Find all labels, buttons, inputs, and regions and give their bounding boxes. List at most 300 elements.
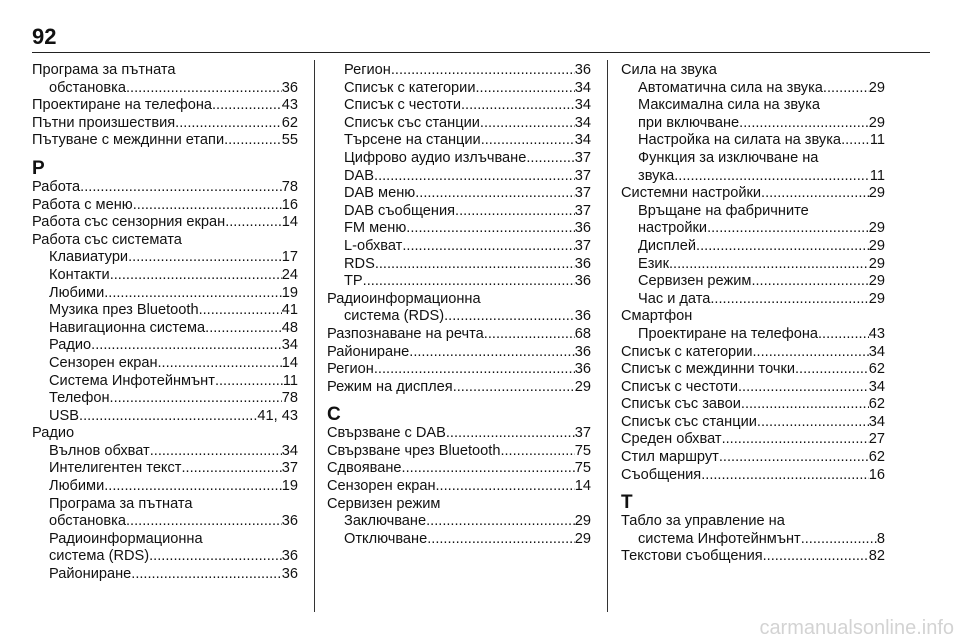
index-page-ref: 34 bbox=[868, 413, 885, 430]
index-term: Работа със системата bbox=[32, 231, 182, 248]
index-term: Сдвояване bbox=[327, 460, 402, 477]
dot-leader bbox=[484, 326, 575, 344]
index-term: Системни настройки bbox=[621, 185, 762, 202]
dot-leader bbox=[461, 97, 575, 115]
index-term: Търсене на станции bbox=[344, 132, 481, 149]
index-term: Отключване bbox=[344, 530, 428, 547]
index-entry bbox=[621, 531, 885, 549]
index-page-ref: 29 bbox=[868, 237, 885, 254]
index-column-3 bbox=[621, 62, 885, 566]
index-entry bbox=[327, 203, 591, 221]
index-letter-heading: C bbox=[327, 404, 341, 426]
dot-leader bbox=[444, 308, 575, 326]
index-entry bbox=[327, 97, 591, 115]
index-page-ref: 36 bbox=[574, 273, 591, 290]
index-term: Вълнов обхват bbox=[49, 442, 150, 459]
index-entry bbox=[621, 238, 885, 256]
index-entry bbox=[327, 443, 591, 461]
index-entry bbox=[32, 115, 298, 133]
dot-leader bbox=[158, 355, 282, 373]
index-term: Радио bbox=[49, 337, 92, 354]
index-entry bbox=[32, 97, 298, 115]
index-entry bbox=[621, 431, 885, 449]
dot-leader bbox=[175, 115, 282, 133]
index-page-ref: 37 bbox=[574, 149, 591, 166]
index-entry bbox=[621, 185, 885, 203]
dot-leader bbox=[818, 326, 869, 344]
index-term: Съобщения bbox=[621, 466, 702, 483]
index-entry bbox=[621, 467, 885, 485]
index-entry bbox=[621, 220, 885, 238]
index-term: TP bbox=[344, 273, 363, 290]
index-term: DAB съобщения bbox=[344, 202, 456, 219]
dot-leader bbox=[761, 185, 869, 203]
index-page-ref: 34 bbox=[868, 343, 885, 360]
dot-leader bbox=[738, 379, 869, 397]
dot-leader bbox=[481, 132, 575, 150]
index-entry bbox=[621, 548, 885, 566]
index-term: FM меню bbox=[344, 220, 407, 237]
index-term: Списък с междинни точки bbox=[621, 361, 795, 378]
index-entry bbox=[32, 548, 298, 566]
dot-leader bbox=[455, 203, 575, 221]
index-entry bbox=[32, 513, 298, 531]
index-page-ref: 37 bbox=[574, 185, 591, 202]
index-page-ref: 37 bbox=[281, 460, 298, 477]
index-page-ref: 11 bbox=[282, 372, 298, 389]
index-page-ref: 37 bbox=[574, 425, 591, 442]
index-entry-heading bbox=[621, 97, 885, 115]
index-entry bbox=[32, 80, 298, 98]
index-term: Интелигентен текст bbox=[49, 460, 182, 477]
index-term: Система Инфотейнмънт bbox=[49, 372, 215, 389]
dot-leader bbox=[757, 414, 869, 432]
index-entry bbox=[32, 197, 298, 215]
index-term: Пътни произшествия bbox=[32, 114, 176, 131]
index-page-ref: 36 bbox=[281, 566, 298, 583]
index-term: Цифрово аудио излъчване bbox=[344, 149, 527, 166]
dot-leader bbox=[104, 285, 282, 303]
index-entry bbox=[621, 256, 885, 274]
index-page-ref: 36 bbox=[281, 513, 298, 530]
index-term: настройки bbox=[638, 220, 708, 237]
index-entry bbox=[32, 302, 298, 320]
index-entry bbox=[32, 390, 298, 408]
index-entry bbox=[327, 115, 591, 133]
index-term: Контакти bbox=[49, 266, 110, 283]
index-term: Проектиране на телефона bbox=[638, 325, 818, 342]
index-entry bbox=[32, 355, 298, 373]
index-entry bbox=[327, 379, 591, 397]
dot-leader bbox=[402, 460, 575, 478]
index-page-ref: 14 bbox=[574, 478, 591, 495]
index-entry bbox=[327, 168, 591, 186]
dot-leader bbox=[80, 179, 282, 197]
index-term: Работа с меню bbox=[32, 196, 133, 213]
index-page-ref: 37 bbox=[574, 202, 591, 219]
index-entry bbox=[327, 478, 591, 496]
dot-leader bbox=[409, 344, 575, 362]
dot-leader bbox=[823, 80, 869, 98]
index-term: Регион bbox=[327, 361, 374, 378]
dot-leader bbox=[710, 291, 868, 309]
dot-leader bbox=[674, 168, 870, 186]
dot-leader bbox=[391, 62, 575, 80]
index-entry bbox=[327, 150, 591, 168]
dot-leader bbox=[707, 220, 869, 238]
page-number: 92 bbox=[32, 24, 57, 49]
dot-leader bbox=[763, 548, 869, 566]
dot-leader bbox=[110, 267, 282, 285]
index-entry bbox=[32, 320, 298, 338]
index-entry-heading bbox=[32, 232, 298, 250]
index-page-ref: 36 bbox=[574, 255, 591, 272]
index-page-ref: 29 bbox=[574, 530, 591, 547]
index-page-ref: 37 bbox=[574, 167, 591, 184]
index-page-ref: 36 bbox=[281, 548, 298, 565]
index-page-ref: 29 bbox=[868, 79, 885, 96]
index-entry bbox=[327, 344, 591, 362]
dot-leader bbox=[701, 467, 869, 485]
index-column-2 bbox=[327, 62, 591, 548]
index-term: Списък със станции bbox=[621, 413, 757, 430]
index-page-ref: 41 bbox=[281, 302, 298, 319]
dot-leader bbox=[526, 150, 574, 168]
dot-leader bbox=[480, 115, 575, 133]
dot-leader bbox=[150, 443, 282, 461]
dot-leader bbox=[446, 425, 575, 443]
index-page-ref: 62 bbox=[868, 396, 885, 413]
dot-leader bbox=[199, 302, 282, 320]
index-term: Навигационна система bbox=[49, 319, 206, 336]
column-separator bbox=[314, 60, 315, 612]
index-term: Радиоинформационна bbox=[49, 530, 203, 547]
index-entry bbox=[621, 379, 885, 397]
index-page-ref: 41, 43 bbox=[257, 407, 298, 424]
index-entry bbox=[327, 256, 591, 274]
index-page-ref: 34 bbox=[574, 114, 591, 131]
index-letter-heading: T bbox=[621, 492, 633, 514]
index-term: DAB меню bbox=[344, 185, 416, 202]
index-page-ref: 36 bbox=[574, 220, 591, 237]
index-entry bbox=[327, 220, 591, 238]
index-page-ref: 29 bbox=[574, 513, 591, 530]
index-entry bbox=[327, 361, 591, 379]
index-entry bbox=[32, 179, 298, 197]
index-entry bbox=[327, 185, 591, 203]
index-page-ref: 36 bbox=[574, 361, 591, 378]
index-entry bbox=[327, 460, 591, 478]
index-entry bbox=[327, 238, 591, 256]
dot-leader bbox=[500, 443, 574, 461]
index-page-ref: 16 bbox=[281, 196, 298, 213]
index-page-ref: 62 bbox=[868, 449, 885, 466]
index-term: Стил маршрут bbox=[621, 449, 719, 466]
index-term: Радио bbox=[32, 425, 75, 442]
index-page-ref: 19 bbox=[281, 284, 298, 301]
index-page-ref: 24 bbox=[281, 266, 298, 283]
index-entry-heading bbox=[32, 496, 298, 514]
index-page-ref: 37 bbox=[574, 237, 591, 254]
index-page-ref: 34 bbox=[574, 79, 591, 96]
index-term: Текстови съобщения bbox=[621, 548, 763, 565]
index-page-ref: 29 bbox=[868, 114, 885, 131]
index-entry bbox=[32, 249, 298, 267]
dot-leader bbox=[415, 185, 575, 203]
index-term: L-обхват bbox=[344, 237, 403, 254]
index-page-ref: 62 bbox=[868, 361, 885, 378]
index-letter-heading: P bbox=[32, 157, 45, 179]
dot-leader bbox=[131, 566, 282, 584]
index-entry bbox=[32, 373, 298, 391]
index-entry-heading bbox=[621, 203, 885, 221]
index-entry bbox=[32, 460, 298, 478]
index-term: Режим на дисплея bbox=[327, 378, 453, 395]
index-entry-heading bbox=[621, 513, 885, 531]
index-page-ref: 34 bbox=[574, 97, 591, 114]
index-page-ref: 36 bbox=[574, 343, 591, 360]
index-entry-heading bbox=[32, 531, 298, 549]
index-entry bbox=[621, 449, 885, 467]
index-page-ref: 14 bbox=[281, 214, 298, 231]
dot-leader bbox=[741, 396, 869, 414]
index-page-ref: 48 bbox=[281, 319, 298, 336]
index-term: Работа със сензорния екран bbox=[32, 214, 226, 231]
index-term: Дисплей bbox=[638, 237, 697, 254]
dot-leader bbox=[374, 168, 575, 186]
index-page-ref: 75 bbox=[574, 460, 591, 477]
index-page-ref: 55 bbox=[281, 132, 298, 149]
index-term: Максимална сила на звука bbox=[638, 97, 820, 114]
index-entry bbox=[32, 337, 298, 355]
dot-leader bbox=[739, 115, 869, 133]
dot-leader bbox=[722, 431, 869, 449]
dot-leader bbox=[363, 273, 575, 291]
index-term: Автоматична сила на звука bbox=[638, 79, 823, 96]
dot-leader bbox=[126, 513, 282, 531]
index-page-ref: 17 bbox=[281, 249, 298, 266]
index-entry bbox=[327, 425, 591, 443]
index-term: Списък с честоти bbox=[344, 97, 461, 114]
index-term: Програма за пътната bbox=[49, 495, 193, 512]
index-entry bbox=[32, 214, 298, 232]
index-term: Музика през Bluetooth bbox=[49, 302, 199, 319]
index-term: Списък с категории bbox=[344, 79, 476, 96]
dot-leader bbox=[751, 273, 868, 291]
index-term: Заключване bbox=[344, 513, 427, 530]
index-term: Сензорен екран bbox=[327, 478, 436, 495]
dot-leader bbox=[426, 513, 575, 531]
index-term: Работа bbox=[32, 178, 81, 195]
index-term: Клавиатури bbox=[49, 249, 129, 266]
dot-leader bbox=[79, 408, 257, 426]
index-page-ref: 36 bbox=[281, 79, 298, 96]
index-page-ref: 36 bbox=[574, 62, 591, 78]
dot-leader bbox=[128, 249, 282, 267]
index-term: Проектиране на телефона bbox=[32, 97, 212, 114]
index-page-ref: 29 bbox=[868, 255, 885, 272]
index-page-ref: 82 bbox=[868, 548, 885, 565]
index-entry bbox=[327, 531, 591, 549]
index-entry bbox=[621, 414, 885, 432]
index-term: Функция за изключване на bbox=[638, 149, 819, 166]
index-term: Сензорен екран bbox=[49, 354, 158, 371]
index-entry bbox=[327, 308, 591, 326]
index-term: Сервизен режим bbox=[638, 273, 752, 290]
index-page-ref: 78 bbox=[281, 178, 298, 195]
index-term: Райониране bbox=[327, 343, 410, 360]
index-page-ref: 11 bbox=[869, 167, 885, 184]
watermark: carmanualsonline.info bbox=[759, 617, 954, 639]
index-entry-heading bbox=[621, 150, 885, 168]
index-term: Табло за управление на bbox=[621, 513, 785, 530]
index-page-ref: 8 bbox=[876, 530, 885, 547]
index-term: Списък с честоти bbox=[621, 378, 738, 395]
index-entry bbox=[621, 168, 885, 186]
index-entry bbox=[621, 115, 885, 133]
index-term: Списък със станции bbox=[344, 114, 480, 131]
index-entry-heading bbox=[621, 308, 885, 326]
index-page-ref: 29 bbox=[868, 273, 885, 290]
index-entry-heading bbox=[327, 291, 591, 309]
index-entry bbox=[621, 80, 885, 98]
dot-leader bbox=[406, 220, 574, 238]
dot-leader bbox=[205, 320, 282, 338]
index-term: звука bbox=[638, 167, 675, 184]
dot-leader bbox=[110, 390, 282, 408]
index-entry bbox=[32, 267, 298, 285]
dot-leader bbox=[225, 214, 282, 232]
index-page-ref: 14 bbox=[281, 354, 298, 371]
index-term: Свързване чрез Bluetooth bbox=[327, 442, 501, 459]
index-term: Смартфон bbox=[621, 308, 693, 325]
index-entry-heading bbox=[327, 496, 591, 514]
index-entry bbox=[327, 273, 591, 291]
index-term: Райониране bbox=[49, 566, 132, 583]
index-entry bbox=[327, 513, 591, 531]
index-page-ref: 19 bbox=[281, 478, 298, 495]
index-entry bbox=[621, 132, 885, 150]
index-term: при включване bbox=[638, 114, 740, 131]
index-page-ref: 68 bbox=[574, 325, 591, 342]
index-term: система (RDS) bbox=[344, 308, 445, 325]
dot-leader bbox=[181, 460, 281, 478]
index-page-ref: 34 bbox=[574, 132, 591, 149]
dot-leader bbox=[375, 256, 575, 274]
dot-leader bbox=[475, 80, 574, 98]
dot-leader bbox=[795, 361, 869, 379]
index-term: DAB bbox=[344, 167, 375, 184]
index-entry bbox=[32, 566, 298, 584]
dot-leader bbox=[133, 197, 282, 215]
index-page-ref: 29 bbox=[868, 220, 885, 237]
index-page-ref: 78 bbox=[281, 390, 298, 407]
dot-leader bbox=[104, 478, 282, 496]
index-entry bbox=[621, 361, 885, 379]
dot-leader bbox=[669, 256, 869, 274]
dot-leader bbox=[719, 449, 869, 467]
dot-leader bbox=[126, 80, 282, 98]
dot-leader bbox=[752, 344, 868, 362]
index-entry bbox=[327, 132, 591, 150]
dot-leader bbox=[453, 379, 575, 397]
index-page-ref: 29 bbox=[868, 185, 885, 202]
index-term: Програма за пътната bbox=[32, 62, 176, 78]
header-rule bbox=[32, 52, 930, 53]
index-term: Разпознаване на речта bbox=[327, 325, 484, 342]
index-entry-heading bbox=[32, 425, 298, 443]
dot-leader bbox=[402, 238, 574, 256]
index-term: обстановка bbox=[49, 79, 126, 96]
index-page-ref: 75 bbox=[574, 442, 591, 459]
index-page-ref: 62 bbox=[281, 114, 298, 131]
index-entry-heading bbox=[621, 62, 885, 80]
dot-leader bbox=[696, 238, 869, 256]
index-page-ref: 16 bbox=[868, 466, 885, 483]
index-entry bbox=[32, 132, 298, 150]
index-entry bbox=[621, 326, 885, 344]
index-entry bbox=[327, 80, 591, 98]
dot-leader bbox=[215, 373, 283, 391]
column-separator bbox=[607, 60, 608, 612]
index-term: система (RDS) bbox=[49, 548, 150, 565]
dot-leader bbox=[427, 531, 575, 549]
index-term: Любими bbox=[49, 284, 105, 301]
index-column-1 bbox=[32, 62, 298, 584]
index-entry bbox=[32, 443, 298, 461]
index-entry bbox=[32, 408, 298, 426]
index-page-ref: 29 bbox=[868, 290, 885, 307]
index-term: Списък с категории bbox=[621, 343, 753, 360]
index-term: USB bbox=[49, 407, 80, 424]
index-page-ref: 27 bbox=[868, 431, 885, 448]
dot-leader bbox=[224, 132, 282, 150]
index-page-ref: 29 bbox=[574, 378, 591, 395]
dot-leader bbox=[91, 337, 282, 355]
index-term: Настройка на силата на звука bbox=[638, 132, 842, 149]
index-term: Телефон bbox=[49, 390, 110, 407]
dot-leader bbox=[801, 531, 877, 549]
dot-leader bbox=[212, 97, 282, 115]
index-page-ref: 36 bbox=[574, 308, 591, 325]
index-term: Пътуване с междинни етапи bbox=[32, 132, 225, 149]
dot-leader bbox=[149, 548, 282, 566]
dot-leader bbox=[841, 132, 870, 150]
index-page-ref: 43 bbox=[868, 325, 885, 342]
index-term: RDS bbox=[344, 255, 375, 272]
index-entry bbox=[327, 326, 591, 344]
index-term: Свързване с DAB bbox=[327, 425, 446, 442]
index-page-ref: 11 bbox=[869, 132, 885, 149]
index-term: Среден обхват bbox=[621, 431, 722, 448]
index-term: Час и дата bbox=[638, 290, 711, 307]
index-term: Радиоинформационна bbox=[327, 290, 481, 307]
index-entry bbox=[621, 344, 885, 362]
index-term: система Инфотейнмънт bbox=[638, 530, 801, 547]
index-entry bbox=[327, 62, 591, 80]
index-term: Любими bbox=[49, 478, 105, 495]
index-term: Език bbox=[638, 255, 669, 272]
dot-leader bbox=[436, 478, 575, 496]
index-page-ref: 34 bbox=[868, 378, 885, 395]
index-term: обстановка bbox=[49, 513, 126, 530]
index-term: Връщане на фабричните bbox=[638, 202, 809, 219]
index-page-ref: 34 bbox=[281, 442, 298, 459]
dot-leader bbox=[374, 361, 575, 379]
index-entry bbox=[32, 478, 298, 496]
index-term: Списък със завои bbox=[621, 396, 741, 413]
index-term: Сервизен режим bbox=[327, 495, 441, 512]
